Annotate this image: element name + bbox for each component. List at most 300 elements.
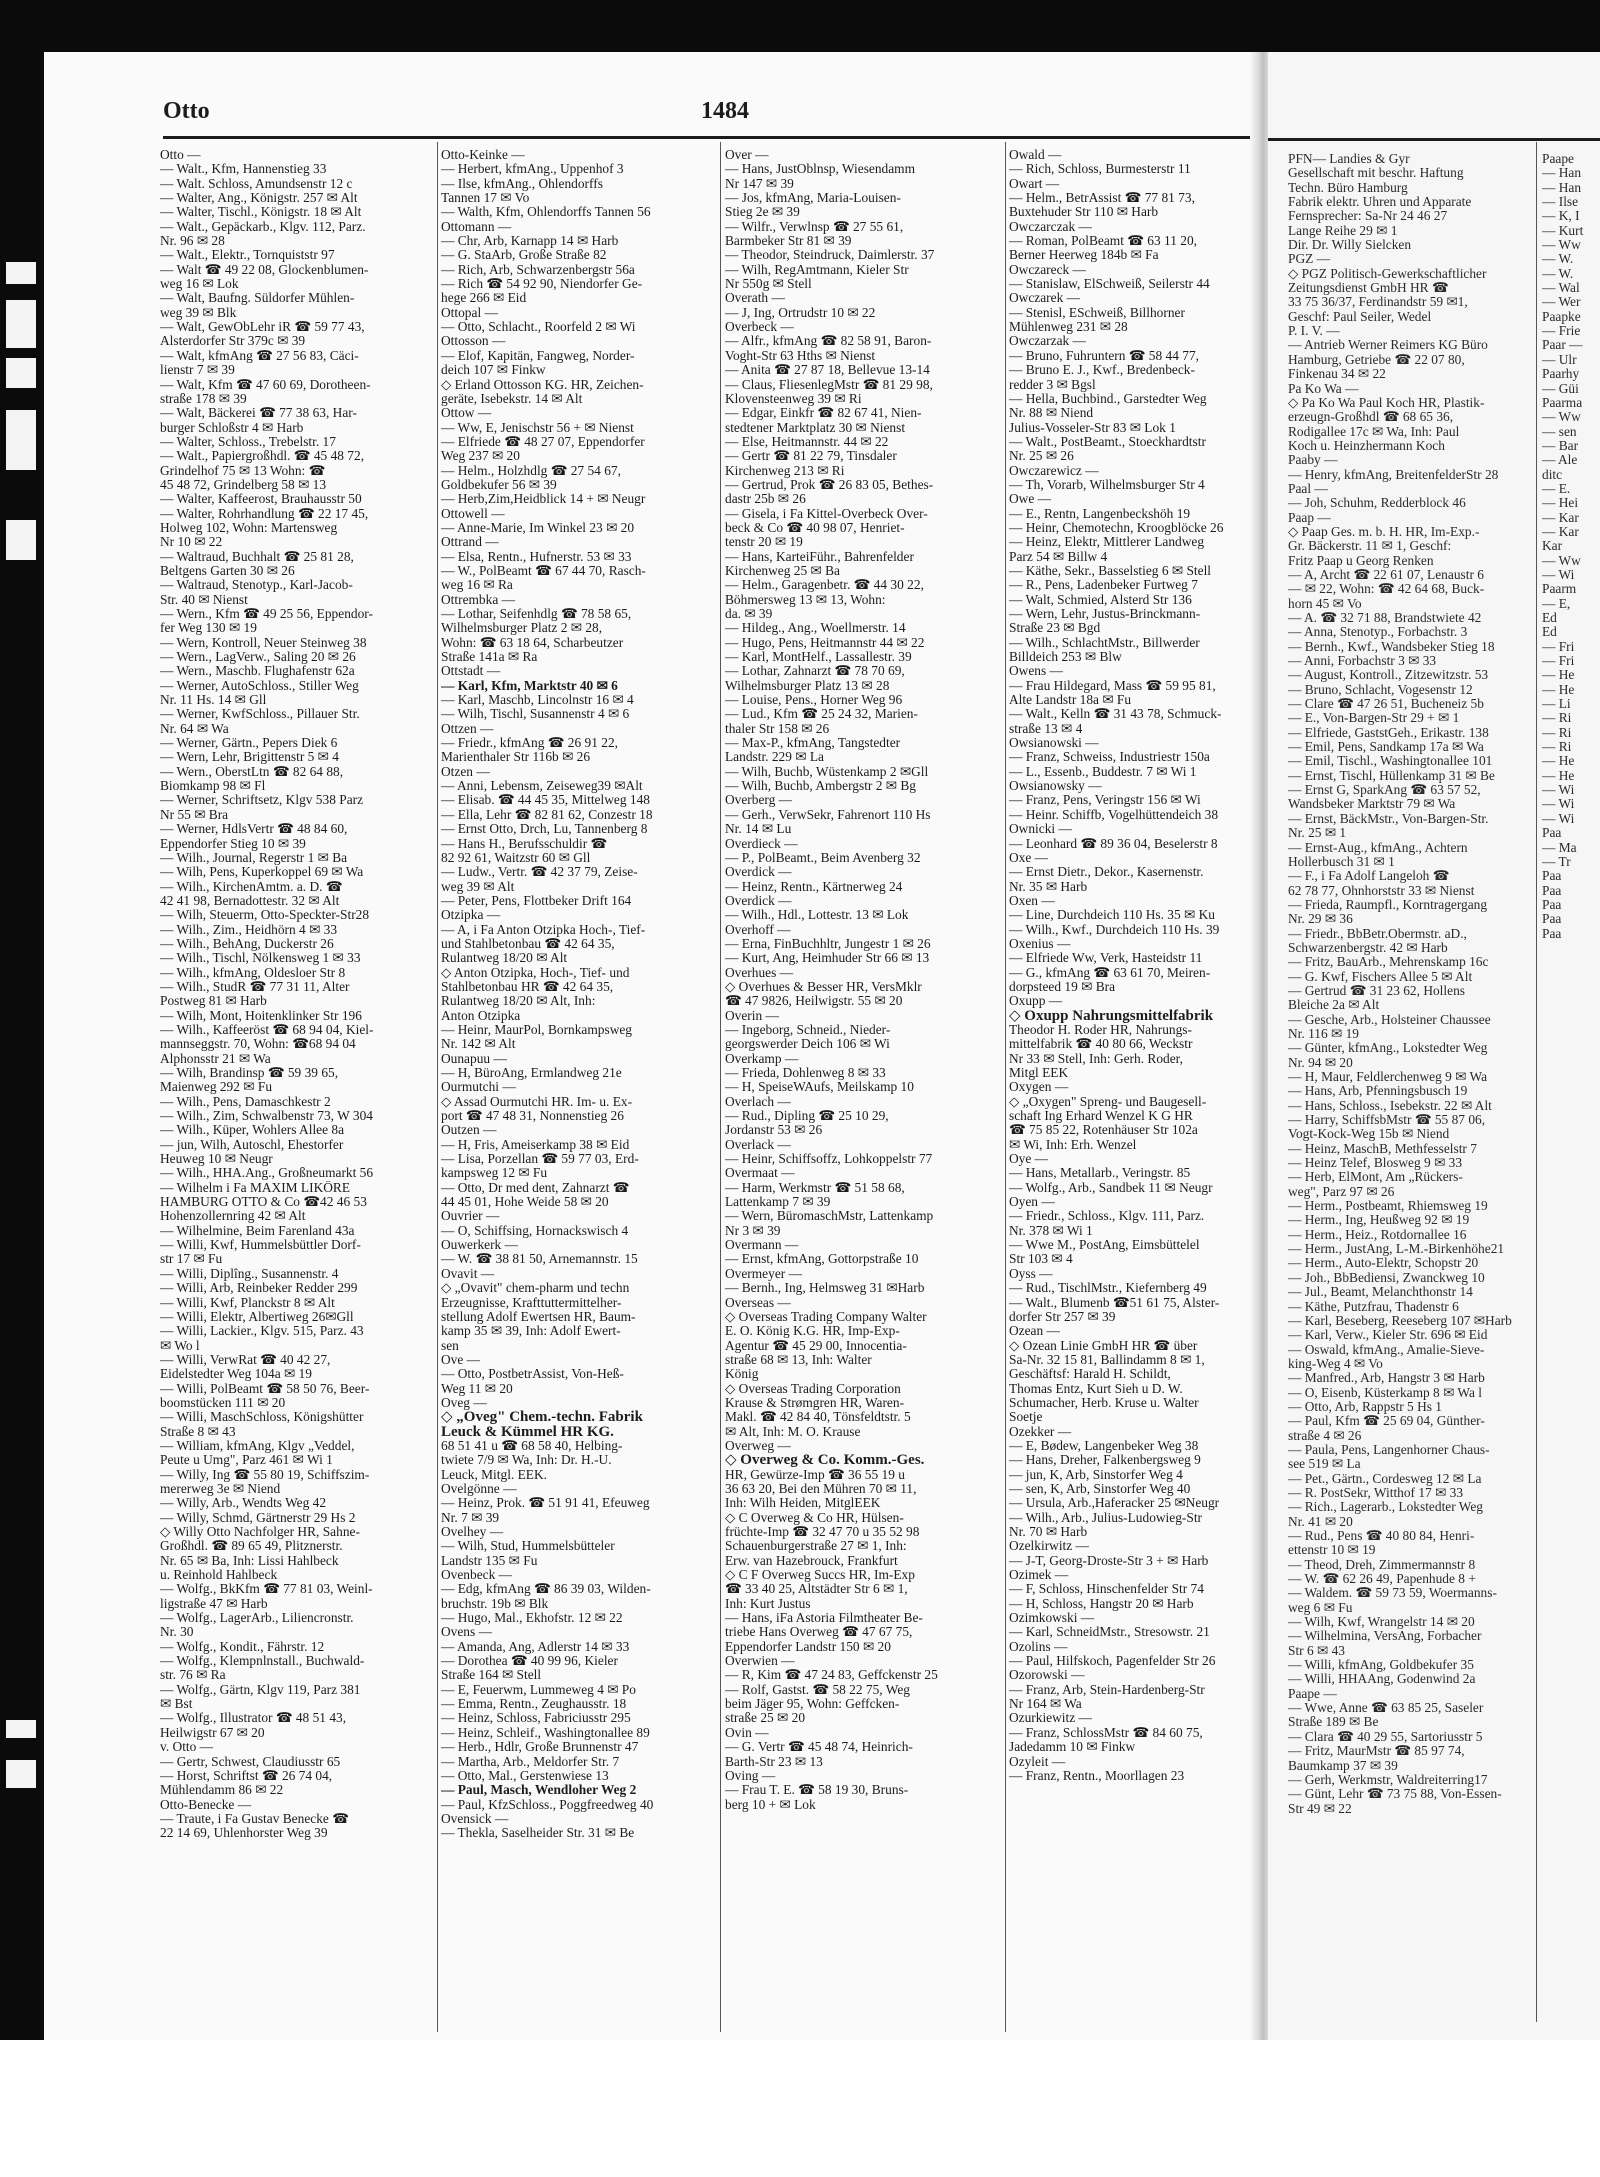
directory-entry-line: Rulantweg 18/20 ✉ Alt, Inh: — [441, 994, 596, 1009]
directory-entry-line: Rodigallee 17c ✉ Wa, Inh: Paul — [1288, 424, 1460, 439]
directory-entry-line: Overdick — — [725, 865, 792, 880]
directory-entry-line: Ozurkiewitz — — [1009, 1711, 1092, 1726]
directory-entry-line: Pa Ko Wa — — [1288, 381, 1359, 396]
directory-entry-line: — Ilse — [1542, 195, 1579, 210]
directory-entry-line: Beltgens Garten 30 ✉ 26 — [160, 563, 295, 578]
directory-entry-line: weg 39 ✉ Blk — [160, 305, 237, 320]
directory-entry-line: — Bruno, Fuhruntern ☎ 58 44 77, — [1009, 348, 1200, 363]
directory-entry-line: — Hans, Dreher, Falkenbergsweg 9 — [1009, 1453, 1201, 1468]
directory-entry-line: — Wilh., Pens, Damaschkestr 2 — [160, 1094, 331, 1109]
directory-entry-line: — W. — [1542, 266, 1574, 281]
directory-entry-line: Nr. 94 ✉ 20 — [1288, 1055, 1353, 1070]
directory-entry-line: — Werner, Schriftsetz, Klgv 538 Parz — [160, 793, 364, 808]
directory-entry-line: Owens — — [1009, 664, 1063, 679]
directory-entry-line: — Wilh., kfmAng, Oldesloer Str 8 — [160, 965, 346, 980]
directory-entry-line: Vogt-Kock-Weg 15b ✉ Niend — [1288, 1127, 1450, 1142]
column-divider — [1536, 142, 1537, 2022]
directory-entry-line: — Willi, Kwf, Planckstr 8 ✉ Alt — [160, 1295, 335, 1310]
directory-entry-line: — E, Bødew, Langenbeker Weg 38 — [1009, 1438, 1199, 1453]
directory-entry-line: — Elof, Kapitän, Fangweg, Norder- — [441, 348, 635, 363]
directory-entry-line: Parz 54 ✉ Billw 4 — [1009, 549, 1108, 564]
directory-entry-line: — Kurt — [1542, 223, 1584, 238]
directory-entry-line: — W. ☎ 38 81 50, Arnemannstr. 15 — [441, 1252, 638, 1267]
directory-entry-line: — Franz, Rentn., Moorllagen 23 — [1009, 1768, 1185, 1783]
directory-entry-line: — Wilh., Zim., Heidhörn 4 ✉ 33 — [160, 922, 338, 937]
directory-entry-line: Makl. ☎ 42 84 40, Tönsfeldtstr. 5 — [725, 1410, 911, 1425]
directory-entry-line: — Walt., Blumenb ☎51 61 75, Alster- — [1009, 1295, 1220, 1310]
directory-entry-line: — Ma — [1542, 840, 1577, 855]
directory-entry-line: — jun, Wilh, Autoschl, Ehestorfer — [160, 1137, 344, 1152]
directory-entry-line: — Wilh, Buchb, Ambergstr 2 ✉ Bg — [725, 779, 916, 794]
directory-entry-line: da. ✉ 39 — [725, 607, 773, 621]
directory-entry-line: — H, Fris, Ameiserkamp 38 ✉ Eid — [441, 1137, 630, 1152]
directory-entry-line: Goldbekufer 56 ✉ 39 — [441, 477, 557, 492]
directory-entry-line: Voght-Str 63 Hths ✉ Nienst — [725, 348, 876, 363]
directory-entry-line: Ozyleit — — [1009, 1754, 1066, 1769]
directory-entry-line: — Otto, Dr med dent, Zahnarzt ☎ — [441, 1180, 630, 1195]
directory-entry-line: — Ernst G, SparkAng ☎ 63 57 52, — [1288, 783, 1481, 798]
directory-entry-line: weg 6 ✉ Fu — [1288, 1600, 1353, 1615]
directory-entry-line: — Ri — [1542, 725, 1572, 740]
directory-entry-line: Oxe — — [1009, 850, 1049, 865]
directory-entry-line: georgswerder Deich 106 ✉ Wi — [725, 1037, 890, 1052]
directory-entry-line: Wohn: ☎ 63 18 64, Scharbeutzer — [441, 635, 624, 650]
directory-entry-line: — Anna, Stenotyp., Forbachstr. 3 — [1288, 625, 1468, 640]
directory-entry-line: Nr 10 ✉ 22 — [160, 535, 223, 550]
directory-entry-line: — Walth, Kfm, Ohlendorffs Tannen 56 — [441, 205, 651, 220]
directory-entry-line: — Wilh., Arb., Julius-Ludowieg-Str — [1009, 1510, 1202, 1525]
directory-entry-line: Fernsprecher: Sa-Nr 24 46 27 — [1288, 209, 1448, 224]
directory-entry-line: — Paul, Masch, Wendloher Weg 2 — [441, 1783, 637, 1798]
directory-entry-line: — Käthe, Sekr., Basselstieg 6 ✉ Stell — [1009, 563, 1212, 578]
directory-entry-line: — Wilfr., Verwlnsp ☎ 27 55 61, — [725, 219, 904, 234]
directory-entry-line: straße 25 ✉ 20 — [725, 1711, 806, 1726]
directory-entry-line: Krause & Strømgren HR, Waren- — [725, 1395, 905, 1410]
directory-entry-line: — Ernst, Tischl, Hüllenkamp 31 ✉ Be — [1288, 768, 1495, 783]
directory-entry-line: Nr. 142 ✉ Alt — [441, 1037, 516, 1052]
directory-entry-line: Soetje — [1009, 1410, 1043, 1425]
directory-entry-line: — Käthe, Putzfrau, Thadenstr 6 — [1288, 1299, 1459, 1314]
directory-entry-line: Paarma — [1542, 395, 1583, 410]
directory-entry-line: — Wern., Kfm ☎ 49 25 56, Eppendor- — [160, 607, 373, 621]
directory-entry-line: 62 78 77, Ohnhorststr 33 ✉ Nienst — [1288, 883, 1475, 898]
directory-entry-line: Otzen — — [441, 764, 490, 779]
directory-entry-line: — H, Maur, Feldlerchenweg 9 ✉ Wa — [1288, 1070, 1488, 1084]
directory-entry-line: — Traute, i Fa Gustav Benecke ☎ — [160, 1811, 349, 1826]
directory-entry-line: — F, Schloss, Hinschenfelder Str 74 — [1009, 1582, 1204, 1597]
directory-entry-line: — Clara ☎ 40 29 55, Sartoriusstr 5 — [1288, 1729, 1483, 1744]
directory-entry-line: — Herm., JustAng, L-M.-Birkenhöhe21 — [1288, 1242, 1505, 1257]
directory-entry-line: — Bar — [1542, 438, 1579, 453]
directory-entry-line: — Chr, Arb, Karnapp 14 ✉ Harb — [441, 234, 619, 249]
directory-entry-line: — Leonhard ☎ 89 36 04, Beselerstr 8 — [1009, 836, 1218, 851]
directory-entry-line: — Wilh., BehAng, Duckerstr 26 — [160, 936, 334, 951]
directory-entry-line: Overwien — — [725, 1654, 795, 1669]
directory-entry-line: Geschäftsf: Harald H. Schildt, — [1009, 1367, 1171, 1382]
directory-entry-line: — Ww — [1542, 410, 1581, 425]
directory-entry-line: mannseggstr. 70, Wohn: ☎68 94 04 — [160, 1037, 356, 1052]
directory-entry-line: Oving — — [725, 1768, 776, 1783]
directory-entry-line: — Wilh, Mont, Hoitenklinker Str 196 — [160, 1008, 362, 1023]
directory-entry-line: — Lud., Kfm ☎ 25 24 32, Marien- — [725, 707, 918, 722]
directory-entry-line: — Wwe M., PostAng, Eimsbüttelel — [1009, 1238, 1200, 1253]
directory-entry-line: — Edgar, Einkfr ☎ 82 67 41, Nien- — [725, 406, 922, 421]
directory-entry-line: — Wilh, Brandinsp ☎ 59 39 65, — [160, 1066, 339, 1080]
directory-entry-line: — He — [1542, 768, 1575, 783]
directory-entry-line: P. I. V. — — [1288, 324, 1340, 339]
directory-entry-line: Anton Otzipka — [441, 1008, 521, 1023]
column-divider — [720, 142, 721, 2032]
directory-entry-line: — Karl, SchneidMstr., Stresowstr. 21 — [1009, 1625, 1210, 1640]
directory-entry-line: — Wilh, Steuerm, Otto-Speckter-Str28 — [160, 908, 370, 923]
directory-entry-line: Paa — [1542, 912, 1562, 927]
directory-entry-line: früchte-Imp ☎ 32 47 70 u 35 52 98 — [725, 1525, 920, 1539]
directory-entry-line: Owart — — [1009, 176, 1060, 191]
directory-entry-line: — Werner, KwfSchloss., Pillauer Str. — [160, 707, 360, 722]
directory-entry-line: — Wilh., Küper, Wohlers Allee 8a — [160, 1123, 345, 1138]
directory-entry-line: — Wilh, RegAmtmann, Kieler Str — [725, 262, 909, 277]
directory-entry-line: Jordanstr 53 ✉ 26 — [725, 1123, 823, 1138]
directory-entry-line: — Frie — [1542, 324, 1581, 339]
directory-entry-line: — Ernst Dietr., Dekor., Kasernenstr. — [1009, 865, 1204, 880]
directory-entry-line: Mühlendamm 86 ✉ 22 — [160, 1783, 284, 1798]
directory-entry-line: — Ale — [1542, 453, 1578, 468]
directory-entry-line: Wilhelmsburger Platz 13 ✉ 28 — [725, 678, 890, 693]
directory-entry-line: erzeugn-Großhdl ☎ 68 65 36, — [1288, 410, 1454, 425]
directory-entry-line: — Heinr, MaurPol, Bornkampsweg — [441, 1022, 632, 1037]
directory-entry-line: — Hans, JustOblnsp, Wiesendamm — [725, 162, 916, 177]
directory-entry-line: — Hella, Buchbind., Garstedter Weg — [1009, 391, 1207, 406]
directory-entry-line: ✉ Wi, Inh: Erh. Wenzel — [1009, 1137, 1137, 1152]
directory-entry-line: — Ri — [1542, 740, 1572, 755]
directory-entry-line: — Güi — [1542, 381, 1579, 396]
directory-entry-line: — Karl, Beseberg, Reeseberg 107 ✉Harb — [1288, 1313, 1512, 1328]
directory-entry-line: Owald — — [1009, 148, 1062, 162]
directory-entry-line: straße 13 ✉ 4 — [1009, 721, 1083, 736]
directory-entry-line: stedtener Marktplatz 30 ✉ Nienst — [725, 420, 906, 435]
directory-entry-line: Overhoff — — [725, 922, 791, 937]
directory-entry-line: — Karl, Verw., Kieler Str. 696 ✉ Eid — [1288, 1328, 1488, 1343]
directory-entry-line: — Horst, Schriftst ☎ 26 74 04, — [160, 1768, 333, 1783]
directory-entry-line: Nr. 116 ✉ 19 — [1288, 1026, 1359, 1041]
directory-entry-line: ◇ Pa Ko Wa Paul Koch HR, Plastik- — [1288, 395, 1485, 410]
directory-entry-line: — Amanda, Ang, Adlerstr 14 ✉ 33 — [441, 1639, 630, 1654]
directory-entry-line: Finkenau 34 ✉ 22 — [1288, 367, 1386, 382]
directory-entry-line: Schumacher, Herb. Kruse u. Walter — [1009, 1395, 1199, 1410]
directory-entry-line: — Walter, Kaffeerost, Brauhausstr 50 — [160, 492, 362, 507]
directory-entry-line: — Frieda, Dohlenweg 8 ✉ 33 — [725, 1066, 886, 1080]
directory-entry-line: — Walter, Ang., Königstr. 257 ✉ Alt — [160, 191, 358, 206]
directory-entry-line: — Anne-Marie, Im Winkel 23 ✉ 20 — [441, 520, 635, 535]
directory-entry-line: Over — — [725, 148, 769, 162]
directory-entry-line: — Alfr., kfmAng ☎ 82 58 91, Baron- — [725, 334, 932, 349]
directory-entry-line: — Wilh., Journal, Regerstr 1 ✉ Ba — [160, 850, 348, 865]
directory-entry-line: Nr. 35 ✉ Harb — [1009, 879, 1088, 894]
directory-entry-line: ◇ Overseas Trading Corporation — [725, 1381, 901, 1396]
directory-entry-line: — H, SpeiseWAufs, Meilskamp 10 — [725, 1080, 914, 1095]
directory-entry-line: — Heinz, Prok. ☎ 51 91 41, Efeuweg — [441, 1496, 650, 1511]
directory-entry-line: — Claus, FliesenlegMstr ☎ 81 29 98, — [725, 377, 933, 392]
directory-entry-line: ☎ 47 9826, Heilwigstr. 55 ✉ 20 — [725, 994, 903, 1009]
directory-entry-line: — J, Ing, Ortrudstr 10 ✉ 22 — [725, 305, 876, 320]
directory-entry-line: — Rich ☎ 54 92 90, Niendorfer Ge- — [441, 277, 643, 292]
directory-entry-line: Barmbeker Str 81 ✉ 39 — [725, 234, 852, 249]
directory-entry-line: — Frieda, Raumpfl., Korntragergang — [1288, 897, 1488, 912]
directory-entry-line: Weg 11 ✉ 20 — [441, 1381, 513, 1396]
directory-column-2 — [441, 148, 717, 1841]
directory-entry-line: Weg 237 ✉ 20 — [441, 449, 520, 464]
directory-entry-line: Nr. 14 ✉ Lu — [725, 822, 792, 837]
directory-entry-line: — Wolfg., Gärtn, Klgv 119, Parz 381 — [160, 1682, 361, 1697]
directory-entry-line: — Wilh, Stud, Hummelsbütteler — [441, 1539, 615, 1554]
directory-entry-line: — Ilse, kfmAng., Ohlendorffs — [441, 176, 603, 191]
directory-entry-line: — Rud., Pens ☎ 40 80 84, Henri- — [1288, 1529, 1475, 1543]
directory-entry-line: Ovenbeck — — [441, 1568, 513, 1583]
directory-entry-line: ◇ Paap Ges. m. b. H. HR, Im-Exp.- — [1288, 524, 1480, 539]
directory-entry-line: HAMBURG OTTO & Co ☎42 46 53 — [160, 1195, 367, 1210]
directory-entry-line: Oveg — — [441, 1395, 487, 1410]
directory-entry-line: — Walt. Schloss, Amundsenstr 12 c — [160, 176, 353, 191]
directory-entry-line: Overseas — — [725, 1295, 791, 1310]
directory-entry-line: — Wilh, Pens, Kuperkoppel 69 ✉ Wa — [160, 865, 364, 880]
directory-column-1 — [160, 148, 432, 1841]
directory-entry-line: — Thekla, Saselheider Str. 31 ✉ Be — [441, 1826, 635, 1841]
directory-entry-line: — W. ☎ 62 26 49, Papenhude 8 + — [1288, 1572, 1476, 1587]
directory-entry-line: — Harry, SchiffsbMstr ☎ 55 87 06, — [1288, 1113, 1486, 1128]
directory-entry-line: — Walt, kfmAng ☎ 27 56 83, Cäci- — [160, 348, 359, 363]
directory-entry-line: — Willy, Schmd, Gärtnerstr 29 Hs 2 — [160, 1510, 356, 1525]
directory-entry-line: Zeitungsdienst GmbH HR ☎ — [1288, 281, 1449, 296]
directory-entry-line: — Willi, Elektr, Albertiweg 26✉Gll — [160, 1309, 354, 1324]
directory-entry-line: — He — [1542, 682, 1575, 697]
directory-entry-line: Eppendorfer Stieg 10 ✉ 39 — [160, 836, 306, 851]
directory-entry-line: — Kar — [1542, 524, 1579, 539]
directory-entry-line: — Willi, PolBeamt ☎ 58 50 76, Beer- — [160, 1381, 370, 1396]
directory-entry-line: Eidelstedter Weg 104a ✉ 19 — [160, 1367, 312, 1382]
directory-entry-line: Sa-Nr. 32 15 81, Ballindamm 8 ✉ 1, — [1009, 1352, 1205, 1367]
directory-entry-line: Paa — [1542, 826, 1562, 841]
directory-entry-line: — Wilh., Zim, Schwalbenstr 73, W 304 — [160, 1109, 373, 1124]
directory-entry-line: — Rud., TischlMstr., Kiefernberg 49 — [1009, 1281, 1207, 1296]
directory-entry-line: Landstr. 229 ✉ La — [725, 750, 824, 765]
directory-entry-line: — Hans, KarteiFühr., Bahrenfelder — [725, 549, 914, 564]
directory-entry-line: fer Weg 130 ✉ 19 — [160, 621, 257, 636]
directory-entry-line: Straße 141a ✉ Ra — [441, 650, 538, 665]
directory-entry-line: Inh: Kurt Justus — [725, 1596, 811, 1611]
directory-entry-line: — O, Eisenb, Küsterkamp 8 ✉ Wa l — [1288, 1385, 1482, 1400]
directory-entry-line: 68 51 41 u ☎ 68 58 40, Helbing- — [441, 1438, 623, 1453]
directory-entry-line: Overdick — — [725, 893, 792, 908]
directory-entry-line: — Anni, Lebensm, Zeiseweg39 ✉Alt — [441, 779, 643, 794]
directory-entry-line: Ovens — — [441, 1625, 492, 1640]
directory-entry-line: Ottowell — — [441, 506, 505, 521]
directory-entry-line: dorpsteed 19 ✉ Bra — [1009, 979, 1116, 994]
directory-entry-line: — August, Kontroll., Zitzewitzstr. 53 — [1288, 668, 1489, 683]
directory-entry-line: — Wi — [1542, 567, 1575, 582]
directory-entry-line: — Wilhelmina, VersAng, Forbacher — [1288, 1629, 1482, 1644]
directory-entry-line: — Hans, Metallarb., Veringstr. 85 — [1009, 1166, 1191, 1181]
directory-entry-line: — Franz, Pens, Veringstr 156 ✉ Wi — [1009, 793, 1201, 808]
directory-entry-line: Overdieck — — [725, 836, 798, 851]
directory-entry-line: — Clare ☎ 47 26 51, Bucheneiz 5b — [1288, 697, 1484, 712]
directory-entry-line: ◇ C Overweg & Co HR, Hülsen- — [725, 1510, 904, 1525]
directory-entry-line: — Wolfg., LagerArb., Liliencronstr. — [160, 1611, 354, 1626]
directory-entry-line: Jadedamm 10 ✉ Finkw — [1009, 1740, 1136, 1755]
directory-entry-line: Oxupp — — [1009, 994, 1063, 1009]
directory-entry-line: — Wilhelmine, Beim Farenland 43a — [160, 1223, 355, 1238]
directory-entry-line: — Günt, Lehr ☎ 73 75 88, Von-Essen- — [1288, 1787, 1502, 1802]
directory-entry-line: — R, Kim ☎ 47 24 83, Geffckenstr 25 — [725, 1668, 938, 1683]
directory-entry-line: — Anni, Forbachstr 3 ✉ 33 — [1288, 654, 1437, 669]
directory-entry-line: redder 3 ✉ Bgsl — [1009, 377, 1096, 392]
directory-entry-line: — Wilhelm i Fa MAXIM LIKÖRE — [160, 1180, 351, 1195]
directory-entry-line: — Willy, Ing ☎ 55 80 19, Schiffszim- — [160, 1467, 370, 1482]
directory-entry-line: mittelfabrik ☎ 40 80 66, Weckstr — [1009, 1037, 1193, 1052]
directory-entry-line: Theodor H. Roder HR, Nahrungs- — [1009, 1022, 1192, 1037]
directory-entry-line: Ozean — — [1009, 1324, 1060, 1339]
directory-entry-line: port ☎ 47 48 31, Nonnenstieg 26 — [441, 1109, 624, 1124]
directory-entry-line: Billdeich 253 ✉ Blw — [1009, 650, 1122, 665]
directory-entry-line: Overmeyer — — [725, 1266, 802, 1281]
directory-entry-line: Owczarewicz — — [1009, 463, 1099, 478]
directory-entry-line: — Stanislaw, ElSchweiß, Seilerstr 44 — [1009, 277, 1210, 292]
directory-entry-line: Stahlbetonbau HR ☎ 42 64 35, — [441, 979, 614, 994]
directory-entry-line: — jun, K, Arb, Sinstorfer Weg 4 — [1009, 1467, 1183, 1482]
directory-entry-line: Ozekker — — [1009, 1424, 1072, 1439]
directory-entry-line: Overath — — [725, 291, 785, 306]
directory-entry-line: Otto — — [160, 148, 201, 162]
directory-entry-line: Nr 147 ✉ 39 — [725, 176, 794, 191]
directory-entry-line: burger Schloßstr 4 ✉ Harb — [160, 420, 304, 435]
directory-entry-line: Overhues — — [725, 965, 794, 980]
directory-entry-line: — Elfriede, GaststGeh., Erikastr. 138 — [1288, 725, 1489, 740]
directory-entry-line: HR, Gewürze-Imp ☎ 36 55 19 u — [725, 1467, 905, 1482]
directory-entry-line: Ozimkowski — — [1009, 1611, 1095, 1626]
directory-entry-line: Paaby — — [1288, 453, 1338, 468]
directory-entry-line: u. Reinhold Hahlbeck — [160, 1568, 278, 1583]
directory-entry-line: dastr 25b ✉ 26 — [725, 492, 806, 507]
directory-entry-line: — Anita ☎ 27 87 18, Bellevue 13-14 — [725, 363, 930, 378]
directory-entry-line: Owczareck — — [1009, 262, 1086, 277]
directory-entry-line: — Walt., Gepäckarb., Klgv. 112, Parz. — [160, 219, 366, 234]
directory-entry-line: Grindelhof 75 ✉ 13 Wohn: ☎ — [160, 463, 326, 478]
directory-entry-line: Nr 55 ✉ Bra — [160, 807, 229, 822]
directory-entry-line: — Paula, Pens, Langenhorner Chaus- — [1288, 1442, 1490, 1457]
running-head: Otto — [163, 98, 210, 124]
directory-entry-line: — Gertr ☎ 81 22 79, Tinsdaler — [725, 449, 897, 464]
directory-entry-line: Barth-Str 23 ✉ 13 — [725, 1754, 823, 1769]
directory-entry-line: Overmann — — [725, 1238, 799, 1253]
directory-entry-line: — Wal — [1542, 281, 1580, 296]
directory-entry-line: — Helm., Garagenbetr. ☎ 44 30 22, — [725, 578, 924, 593]
directory-entry-line: — Ursula, Arb.,Haferacker 25 ✉Neugr — [1009, 1496, 1220, 1511]
directory-entry-line: Tannen 17 ✉ Vo — [441, 191, 530, 206]
directory-entry-line: Klovensteenweg 39 ✉ Ri — [725, 391, 862, 406]
directory-entry-line: Ottow — — [441, 406, 492, 421]
directory-entry-line: — R., Pens, Ladenbeker Furtweg 7 — [1009, 578, 1198, 593]
directory-entry-line: — Hildeg., Ang., Woellmerstr. 14 — [725, 621, 906, 636]
directory-entry-line: — Werner, Gärtn., Pepers Diek 6 — [160, 736, 338, 751]
directory-entry-line: — Heinr. Schiffb, Vogelhüttendeich 38 — [1009, 807, 1219, 822]
directory-entry-line: — Wilh., SchlachtMstr., Billwerder — [1009, 635, 1200, 650]
directory-entry-line: — G., kfmAng ☎ 63 61 70, Meiren- — [1009, 965, 1211, 980]
directory-entry-line: — Hei — [1542, 496, 1579, 511]
directory-entry-line: — Bernh., Ing, Helmsweg 31 ✉Harb — [725, 1281, 925, 1296]
directory-entry-line: — Oswald, kfmAng., Amalie-Sieve- — [1288, 1342, 1485, 1357]
spine-mark — [6, 1760, 36, 1788]
directory-entry-line: Str 6 ✉ 43 — [1288, 1643, 1345, 1658]
directory-entry-line: mererweg 3e ✉ Niend — [160, 1481, 281, 1496]
directory-entry-line: Nr 164 ✉ Wa — [1009, 1697, 1082, 1712]
directory-entry-line: ◇ „Oveg" Chem.-techn. Fabrik — [441, 1410, 643, 1425]
directory-entry-line: Thomas Entz, Kurt Sieh u D. W. — [1009, 1381, 1183, 1396]
directory-entry-line: geräte, Isebekstr. 14 ✉ Alt — [441, 391, 583, 406]
directory-entry-line: Str. 40 ✉ Nienst — [160, 592, 248, 607]
directory-entry-line: — Hans, Arb, Pfenningsbusch 19 — [1288, 1084, 1468, 1099]
directory-entry-line: Nr. 96 ✉ 28 — [160, 234, 225, 249]
directory-entry-line: Maienweg 292 ✉ Fu — [160, 1080, 273, 1095]
directory-entry-line: — Herm., Heiz., Rotdornallee 16 — [1288, 1227, 1467, 1242]
directory-entry-line: Overweg — — [725, 1438, 791, 1453]
directory-entry-line: — Joh, Schuhm, Redderblock 46 — [1288, 496, 1466, 511]
directory-entry-line: — Rud., Dipling ☎ 25 10 29, — [725, 1109, 889, 1124]
directory-entry-line: Ottomann — — [441, 219, 512, 234]
directory-entry-line: twiete 7/9 ✉ Wa, Inh: Dr. H.-U. — [441, 1453, 612, 1468]
directory-entry-line: Postweg 81 ✉ Harb — [160, 994, 267, 1009]
directory-entry-line: berg 10 + ✉ Lok — [725, 1797, 816, 1812]
directory-entry-line: — Manfred., Arb, Hangstr 3 ✉ Harb — [1288, 1371, 1485, 1386]
directory-entry-line: Nr. 25 ✉ 26 — [1009, 449, 1074, 464]
directory-entry-line: see 519 ✉ La — [1288, 1457, 1361, 1472]
directory-entry-line: — Elisab. ☎ 44 45 35, Mittelweg 148 — [441, 793, 650, 808]
directory-entry-line: E. O. König K.G. HR, Imp-Exp- — [725, 1324, 900, 1339]
directory-entry-line: Oxen — — [1009, 893, 1055, 908]
directory-entry-line: 36 63 20, Bei den Mühren 70 ✉ 11, — [725, 1481, 917, 1496]
spine-mark — [6, 262, 36, 284]
directory-entry-line: — Wilh, Kwf, Wrangelstr 14 ✉ 20 — [1288, 1615, 1475, 1630]
directory-entry-line: — Heinr, Chemotechn, Kroogblöcke 26 — [1009, 520, 1224, 535]
directory-entry-line: — A, i Fa Anton Otzipka Hoch-, Tief- — [441, 922, 646, 937]
directory-entry-line: — Wolfg., Kondit., Fährstr. 12 — [160, 1639, 325, 1654]
directory-entry-line: Lattenkamp 7 ✉ 39 — [725, 1195, 831, 1210]
directory-entry-line: — Ingeborg, Schneid., Nieder- — [725, 1022, 891, 1037]
directory-entry-line: Ouvrier — — [441, 1209, 500, 1224]
directory-entry-line: — Hugo, Mal., Ekhofstr. 12 ✉ 22 — [441, 1611, 623, 1626]
directory-entry-line: ☎ 75 85 22, Rotenhäuser Str 102a — [1009, 1123, 1198, 1138]
directory-entry-line: Nr. 30 — [160, 1625, 194, 1640]
directory-entry-line: Lange Reihe 29 ✉ 1 — [1288, 223, 1398, 238]
directory-entry-line: ◇ „Ovavit" chem-pharm und techn — [441, 1281, 630, 1296]
directory-entry-line: — L., Essenb., Buddestr. 7 ✉ Wi 1 — [1009, 764, 1197, 779]
directory-entry-line: str. 76 ✉ Ra — [160, 1668, 226, 1683]
directory-entry-line: — Gerh., VerwSekr, Fahrenort 110 Hs — [725, 807, 931, 822]
directory-entry-line: — Werner, AutoSchloss., Stiller Weg — [160, 678, 359, 693]
directory-entry-line: Ovelgönne — — [441, 1481, 517, 1496]
directory-entry-line: — Heinz, Schleif., Washingtonallee 89 — [441, 1725, 650, 1740]
directory-entry-line: — Fri — [1542, 654, 1575, 669]
directory-entry-line: Overmaat — — [725, 1166, 795, 1181]
directory-entry-line: — Wilh, Tischl, Susannenstr 4 ✉ 6 — [441, 707, 630, 722]
directory-entry-line: 82 92 61, Waitzstr 60 ✉ Gll — [441, 850, 591, 865]
directory-entry-line: — Martha, Arb., Meldorfer Str. 7 — [441, 1754, 620, 1769]
directory-entry-line: — Line, Durchdeich 110 Hs. 35 ✉ Ku — [1009, 908, 1215, 923]
directory-entry-line: — E, — [1542, 596, 1571, 611]
directory-entry-line: beim Jäger 95, Wohn: Geffcken- — [725, 1697, 900, 1712]
directory-entry-line: — Pet., Gärtn., Cordesweg 12 ✉ La — [1288, 1471, 1482, 1486]
directory-entry-line: Koch u. Heinzhermann Koch — [1288, 438, 1445, 453]
directory-entry-line: — Waltraud, Stenotyp., Karl-Jacob- — [160, 578, 353, 593]
directory-entry-line: — Wilh., Kaffeeröst ☎ 68 94 04, Kiel- — [160, 1022, 374, 1037]
